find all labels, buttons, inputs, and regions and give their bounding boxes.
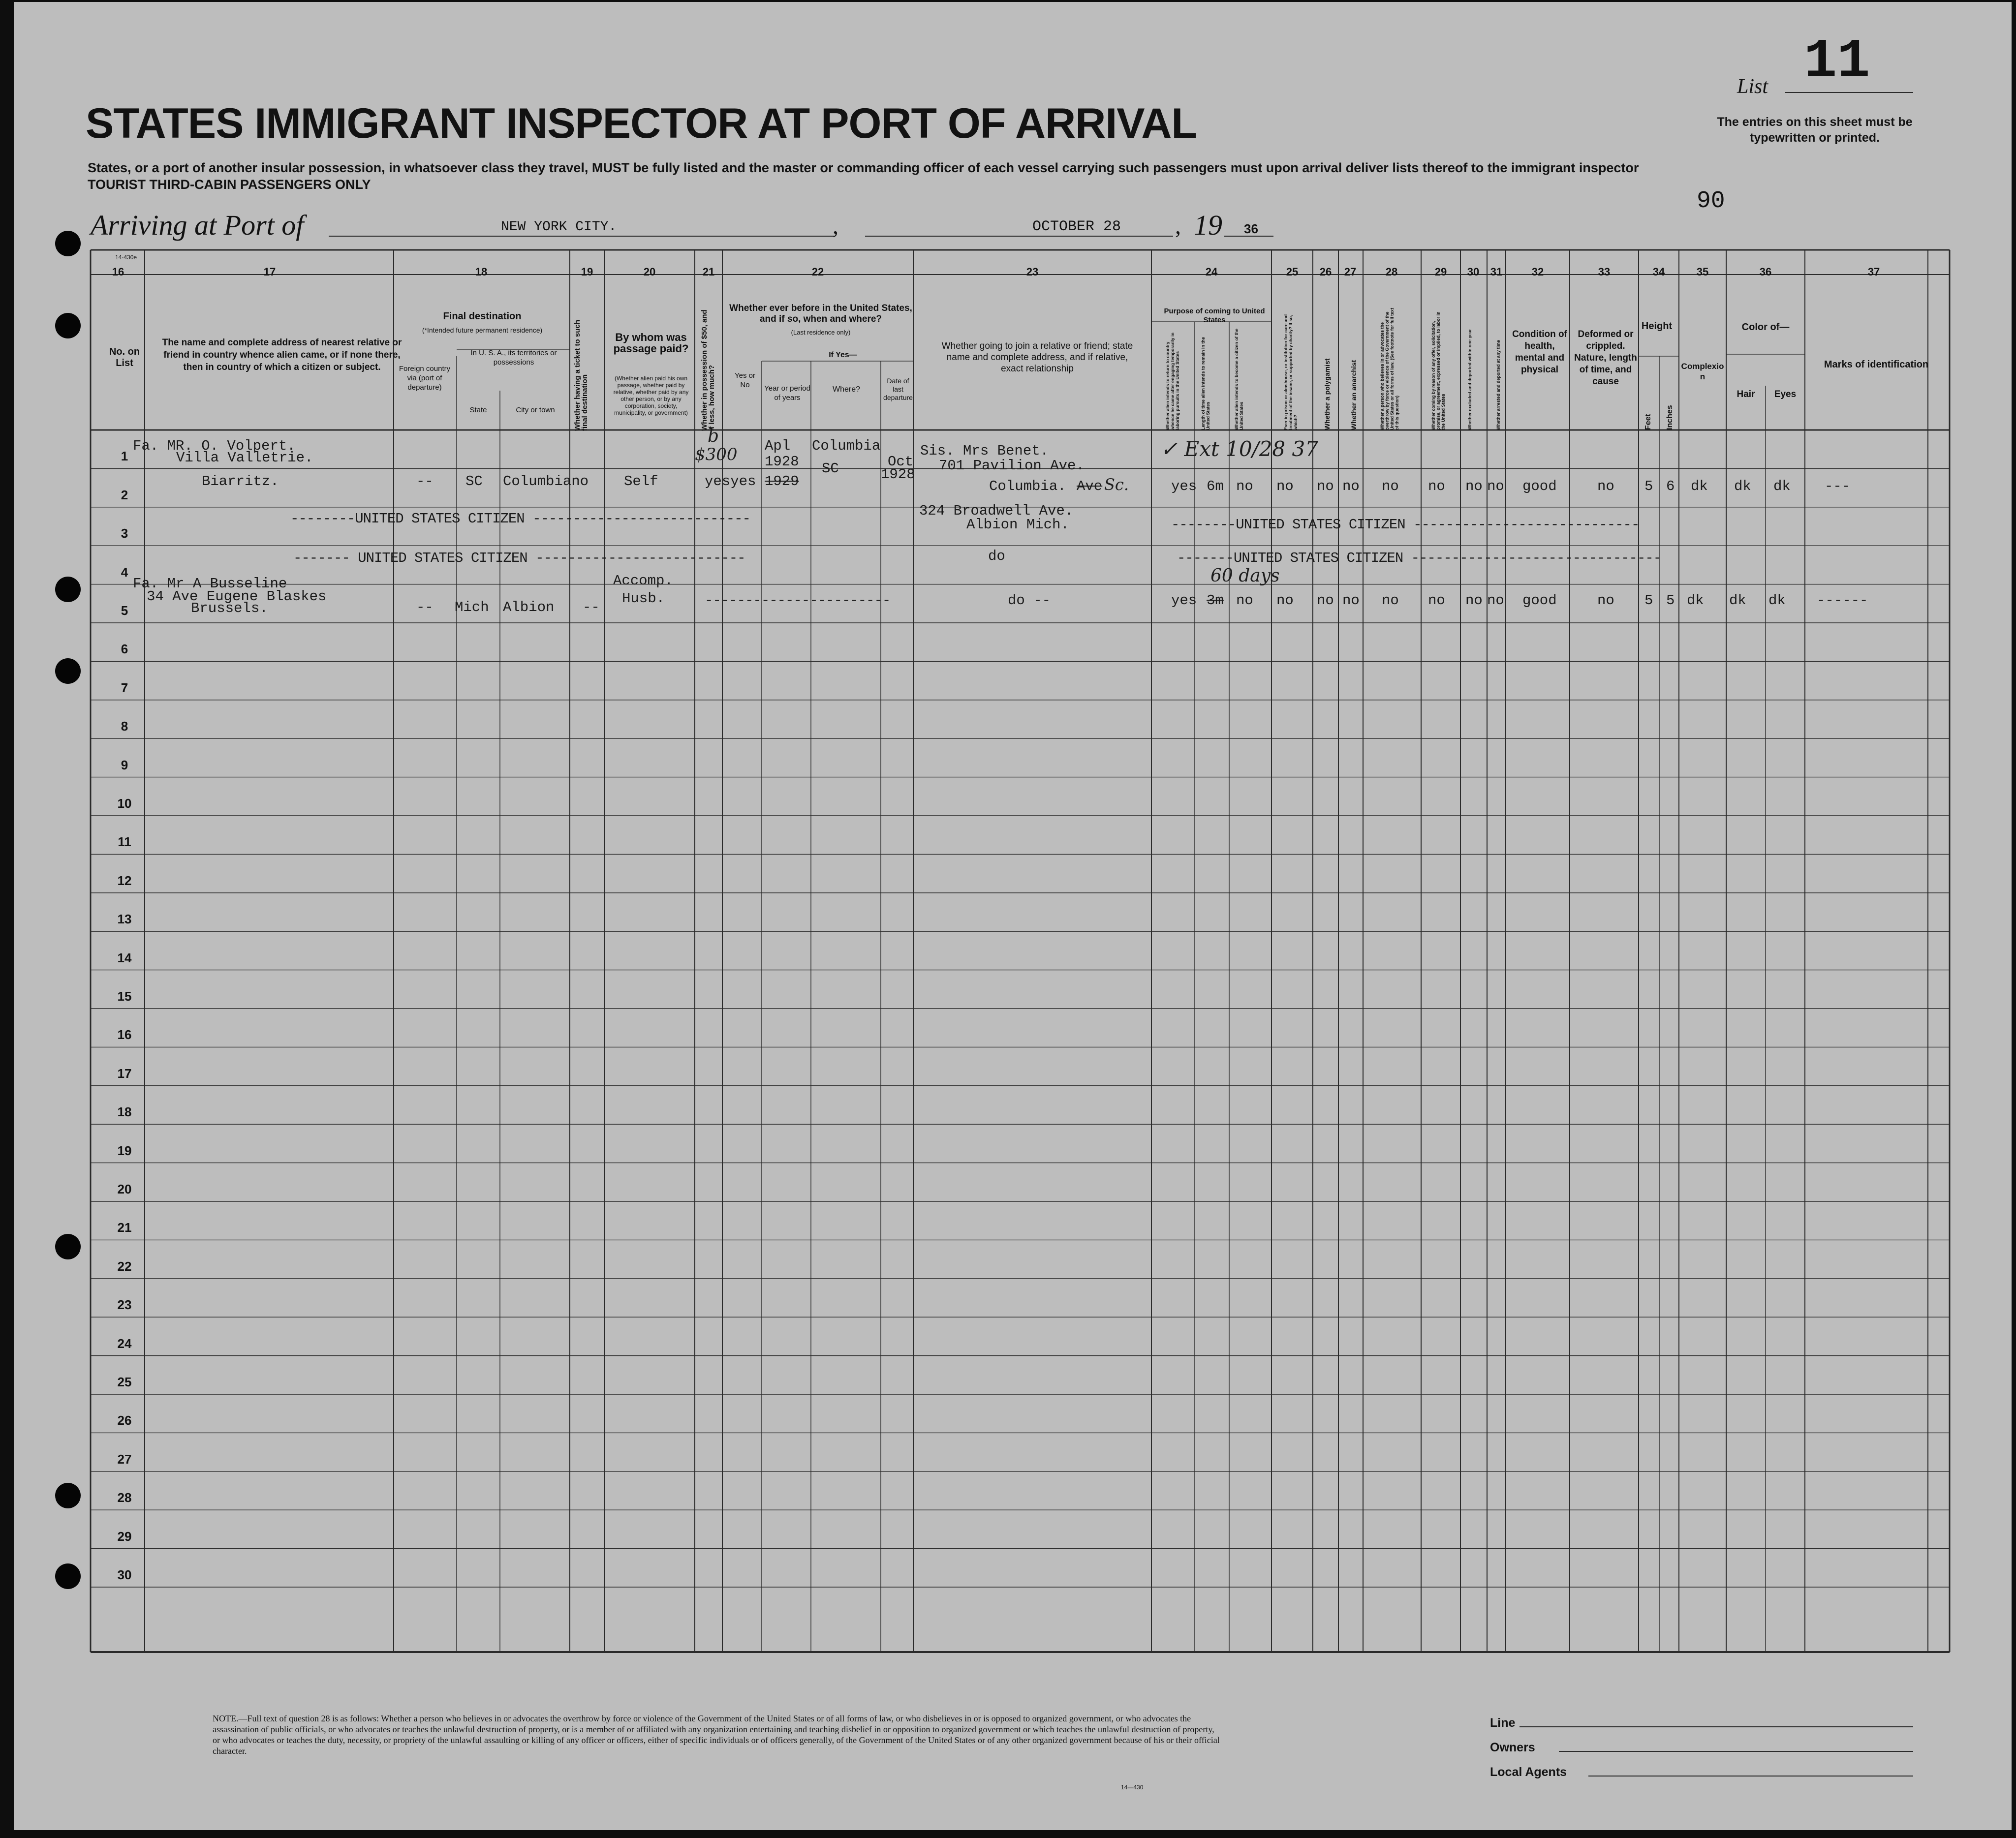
r4-purpose-citizen: no	[1236, 592, 1253, 609]
r4-annotation: 60 days	[1210, 566, 1280, 586]
header-health: Condition of health, mental and physical	[1512, 329, 1567, 375]
r2-citizen-right: --------UNITED STATES CITIZEN ----------------------------	[1171, 517, 1640, 533]
arrival-date: OCTOBER 28	[1032, 218, 1121, 235]
r1-join-line2: 701 Pavilion Ave.	[939, 458, 1085, 474]
column-number: 22	[811, 266, 824, 278]
r1-relative-line3: Biarritz.	[202, 473, 279, 490]
r1-health: good	[1522, 478, 1557, 494]
header-feet: Feet	[1644, 414, 1652, 430]
header-complexion: Complexion	[1681, 362, 1724, 381]
header-arrested: Whether arrested and deported at any time	[1496, 339, 1501, 430]
r1-polygamist: no	[1317, 478, 1334, 494]
r1-offer-to-labor: no	[1428, 478, 1445, 494]
column-number: 32	[1531, 266, 1544, 278]
row-number: 22	[117, 1258, 132, 1274]
header-deformed: Deformed or crippled. Nature, length of time, and cause	[1574, 329, 1637, 387]
row-number: 13	[117, 912, 132, 927]
r1-relative-line1: Fa. MR. O. Volpert.	[133, 438, 296, 454]
r4-join: do --	[1008, 592, 1051, 609]
r4-deformed: no	[1597, 592, 1614, 609]
r4-paid-by-line2: Husb.	[622, 590, 665, 607]
list-number: 11	[1804, 31, 1870, 93]
form-code-top: 14-430e	[115, 254, 137, 261]
form-subtitle: States, or a port of another insular possession, in whatsoever class they travel, MUST be fully listed and the master or commanding officer of each vessel carrying such passengers must upon arrival deliver lists thereof to the immigrant inspector	[88, 160, 1639, 175]
row-number: 26	[117, 1413, 132, 1428]
row-number: 5	[121, 603, 128, 618]
r2-citizen-left: --------UNITED STATES CITIZEN ---------------------------	[290, 511, 750, 527]
port-of-arrival: NEW YORK CITY.	[501, 219, 617, 235]
row-number: 15	[117, 989, 132, 1004]
r4-anarchist: no	[1342, 592, 1360, 609]
r4-relative-line1: Fa. Mr A Busseline	[133, 576, 287, 592]
r1-overthrow: no	[1382, 478, 1399, 494]
r4-eyes: dk	[1768, 592, 1786, 609]
column-number: 36	[1759, 266, 1772, 278]
r1-excluded: no	[1465, 478, 1483, 494]
r1-marks: ---	[1825, 478, 1851, 494]
year-prefix: 19	[1194, 209, 1222, 241]
r4-arrested: no	[1487, 592, 1504, 609]
punch-hole	[55, 313, 81, 338]
r1-purpose-citizen: no	[1236, 478, 1253, 494]
r4-polygamist: no	[1317, 592, 1334, 609]
r1-money-handwritten: $300	[695, 445, 738, 464]
header-passage-paid-note: (Whether alien paid his own passage, whether paid by relative, whether paid by any other person, or by any corporation, society, municipality, or government)	[613, 375, 689, 416]
r3-citizen-left: ------- UNITED STATES CITIZEN --------------------------	[293, 550, 745, 566]
punch-hole	[55, 577, 81, 602]
header-overthrow: Whether a person who believes in or advocates the overthrow by force or violence of the Government of the United States or all forms of law. (See footnote for full text of this question)	[1380, 307, 1399, 430]
r4-relative-line3: Brussels.	[191, 600, 268, 616]
column-number: 16	[112, 266, 124, 278]
r1-year-line2: 1928	[765, 454, 799, 470]
column-number: 23	[1026, 266, 1039, 278]
row-number: 19	[117, 1143, 132, 1158]
r3-join: do	[988, 548, 1005, 564]
column-number: 25	[1286, 266, 1299, 278]
column-number: 29	[1434, 266, 1447, 278]
header-ticket: Whether having a ticket to such final destination	[573, 320, 589, 431]
r4-hair: dk	[1729, 592, 1746, 609]
row-number: 27	[117, 1451, 132, 1467]
row-number: 24	[117, 1336, 132, 1351]
r4-paid-by-line1: Accomp.	[613, 573, 673, 589]
punch-hole	[55, 1234, 81, 1259]
r4-city: Albion	[503, 599, 555, 615]
row-number: 14	[117, 950, 132, 965]
r4-marks: ------	[1817, 592, 1868, 609]
arrival-year: 36	[1244, 221, 1258, 236]
r4-ticket: --	[583, 599, 600, 615]
footer-form-code: 14—430	[1121, 1784, 1144, 1791]
r4-feet: 5	[1644, 592, 1653, 609]
r1-foreign-country: --	[416, 473, 434, 490]
row-number: 20	[117, 1182, 132, 1196]
row-number: 9	[121, 757, 128, 772]
r4-inches: 5	[1666, 592, 1675, 609]
r1-year-struck: 1929	[765, 473, 799, 490]
page-number: 90	[1697, 188, 1725, 214]
column-number: 34	[1652, 266, 1665, 278]
header-yes-no: Yes or No	[735, 371, 755, 389]
comma: ,	[833, 213, 838, 239]
r1-city: Columbiano	[503, 473, 589, 490]
punch-hole	[55, 1483, 81, 1508]
r1-departure-line1: Oct	[888, 454, 914, 470]
r1-paid-by: Self	[624, 473, 658, 490]
r1-complexion: dk	[1691, 478, 1708, 494]
header-purpose-return: Whether alien intends to return to country whence he came after engaging temporarily in laboring pursuits in the United States	[1165, 332, 1180, 430]
header-date-departure: Date of last departure	[883, 377, 913, 401]
header-excluded: Whether excluded and deported within one year	[1467, 329, 1472, 430]
r4-overthrow: no	[1382, 592, 1399, 609]
header-marks: Marks of identification	[1824, 359, 1929, 370]
row-number: 28	[117, 1490, 132, 1505]
r4-prison: no	[1276, 592, 1294, 609]
comma: ,	[1175, 213, 1181, 239]
row-number: 12	[117, 873, 132, 888]
header-ever-before-note: (Last residence only)	[791, 329, 851, 336]
r1-prison: no	[1276, 478, 1294, 494]
header-purpose-length: Length of time alien intends to remain in the United States	[1201, 337, 1210, 430]
row-number: 6	[121, 642, 128, 657]
row-number: 10	[117, 796, 132, 811]
line-label: Line	[1490, 1716, 1516, 1730]
r1-been-before: yesyes	[705, 473, 756, 490]
header-anarchist: Whether an anarchist	[1350, 360, 1358, 430]
header-going-to-join: Whether going to join a relative or friend; state name and complete address, and if relative, exact relationship	[941, 341, 1133, 374]
row-number: 8	[121, 719, 128, 734]
header-final-destination-note: (*Intended future permanent residence)	[422, 326, 543, 334]
r1-where-line1: Columbia	[812, 438, 881, 454]
header-hair: Hair	[1737, 389, 1755, 399]
header-foreign-country: Foreign country via (port of departure)	[399, 365, 451, 392]
r4-health: good	[1522, 592, 1557, 609]
r1-hair: dk	[1734, 478, 1751, 494]
r4-offer-to-labor: no	[1428, 592, 1445, 609]
r1-purpose-return: yes	[1171, 478, 1197, 494]
r2-join-line2: Albion Mich.	[966, 517, 1069, 533]
header-where: Where?	[832, 385, 861, 394]
r1-year-line1: Apl	[765, 438, 791, 454]
r1-anarchist: no	[1342, 478, 1360, 494]
column-number: 18	[475, 266, 488, 278]
column-number: 17	[263, 266, 276, 278]
header-prison: Ever in prison or almshouse, or institution for care and treatment of the insane, or supported by charity? If so, which?	[1283, 314, 1298, 430]
header-height: Height	[1641, 321, 1673, 332]
header-ever-before: Whether ever before in the United States, and if so, when and where?	[729, 303, 912, 324]
r1-money-mark: b	[708, 426, 719, 446]
row-number: 1	[121, 449, 128, 464]
r1-join-state: Sc.	[1104, 475, 1129, 494]
column-number: 19	[581, 266, 593, 278]
column-number: 35	[1696, 266, 1709, 278]
r1-relative-line2: Villa Valletrie.	[176, 450, 313, 466]
r1-departure-line2: 1928	[881, 466, 915, 483]
r1-join-line3: Columbia.	[989, 478, 1066, 494]
header-city: City or town	[516, 406, 555, 414]
r4-purpose-return: yes	[1171, 592, 1197, 609]
arriving-label: Arriving at Port of	[91, 209, 304, 241]
r1-deformed: no	[1597, 478, 1614, 494]
owners-label: Owners	[1490, 1741, 1535, 1754]
header-if-yes: If Yes—	[829, 351, 857, 359]
r1-state: SC	[465, 473, 483, 490]
column-number: 33	[1598, 266, 1611, 278]
r4-complexion: dk	[1687, 592, 1704, 609]
manifest-sheet	[14, 2, 2012, 1830]
row-number: 4	[121, 564, 128, 580]
local-agents-label: Local Agents	[1490, 1765, 1567, 1779]
r4-foreign-country: --	[416, 599, 434, 615]
r1-eyes: dk	[1773, 478, 1791, 494]
row-number: 23	[117, 1297, 132, 1313]
header-eyes: Eyes	[1774, 389, 1797, 399]
header-nearest-relative: The name and complete address of nearest relative or friend in country whence alien came, or if none there, then in country of which a citizen or subject.	[162, 337, 402, 372]
row-number: 2	[121, 487, 128, 502]
r4-excluded: no	[1465, 592, 1483, 609]
header-color-of: Color of—	[1741, 322, 1790, 333]
column-number: 31	[1490, 266, 1503, 278]
passenger-class: TOURIST THIRD-CABIN PASSENGERS ONLY	[88, 177, 371, 192]
footnote-question-28: NOTE.—Full text of question 28 is as follows: Whether a person who believes in or advocates the overthrow by force or violence of the Government of the United States or of all forms of law, or who disbelieves in or is opposed to organized government, or who advocates the assassination of public officials, or who advocates or teaches the unlawful destruction of property, or is a member of or affiliated with any organization entertaining and teaching disbelief in or opposition to organized government or which teaches the unlawful destruction of property, or who advocates or teaches the duty, necessity, or propriety of the unlawful assaulting or killing of any officer or officers, either of specific individuals or of officers generally, of the Government of the United States or of any other organized government because of his or their official character.	[213, 1714, 1220, 1756]
row-number: 29	[117, 1529, 132, 1544]
row-number: 7	[121, 680, 128, 695]
row-number: 21	[117, 1220, 132, 1235]
column-number: 27	[1344, 266, 1357, 278]
header-purpose: Purpose of coming to United States	[1164, 307, 1265, 324]
form-title: STATES IMMIGRANT INSPECTOR AT PORT OF ARRIVAL	[86, 100, 1197, 147]
header-offer-to-labor: Whether coming by reason of any offer, solicitation, promise, or agreement, expressed or implied, to labor in the United States	[1431, 311, 1446, 430]
header-usa: In U. S. A., its territories or possessions	[470, 349, 557, 367]
row-number: 3	[121, 526, 128, 541]
r1-feet: 5	[1644, 478, 1653, 494]
row-number: 30	[117, 1567, 132, 1582]
r1-join-struck: Ave	[1077, 478, 1103, 494]
r1-where-line2: SC	[822, 460, 839, 477]
column-number: 26	[1319, 266, 1332, 278]
column-number: 28	[1385, 266, 1398, 278]
column-number: 24	[1205, 266, 1218, 278]
header-no-on-list: No. on List	[109, 346, 140, 368]
column-number: 20	[643, 266, 656, 278]
header-final-destination: Final destination	[443, 311, 522, 322]
r3-citizen-right: -------UNITED STATES CITIZEN -------------------------------	[1177, 550, 1662, 566]
r1-join-line1: Sis. Mrs Benet.	[920, 443, 1049, 459]
row-number: 16	[117, 1027, 132, 1042]
r1-purpose-length: 6m	[1207, 478, 1224, 494]
header-year-period: Year or period of years	[764, 384, 810, 402]
row-number: 25	[117, 1375, 132, 1389]
r4-state: Mich	[455, 599, 489, 615]
r2-join-line1: 324 Broadwell Ave.	[919, 503, 1074, 519]
header-state: State	[469, 406, 487, 414]
column-number: 30	[1467, 266, 1480, 278]
header-inches: Inches	[1666, 405, 1674, 430]
header-polygamist: Whether a polygamist	[1323, 358, 1331, 430]
punch-hole	[55, 1563, 81, 1589]
column-number: 37	[1867, 266, 1880, 278]
r4-relative-line2: 34 Ave Eugene Blaskes	[147, 588, 327, 605]
header-fifty-dollars: Whether in possession of $50, and if less, how much?	[700, 309, 716, 431]
r4-purpose-length: 3m	[1207, 592, 1224, 609]
list-label: List	[1737, 75, 1768, 98]
row-number: 18	[117, 1104, 132, 1120]
header-passage-paid: By whom was passage paid?	[613, 331, 689, 355]
r1-inches: 6	[1666, 478, 1675, 494]
row-number: 17	[117, 1066, 132, 1081]
r1-annotation: ✓ Ext 10/28 37	[1160, 437, 1318, 461]
punch-hole	[55, 658, 81, 684]
header-purpose-citizen: Whether alien intends to become a citizen of the United States	[1234, 328, 1244, 430]
r1-arrested: no	[1487, 478, 1504, 494]
row-number: 11	[118, 834, 131, 850]
r4-dashes: -----------------------	[705, 592, 891, 609]
column-number: 21	[702, 266, 715, 278]
punch-hole	[55, 231, 81, 256]
typewritten-instruction: The entries on this sheet must be typewritten or printed.	[1717, 115, 1913, 145]
